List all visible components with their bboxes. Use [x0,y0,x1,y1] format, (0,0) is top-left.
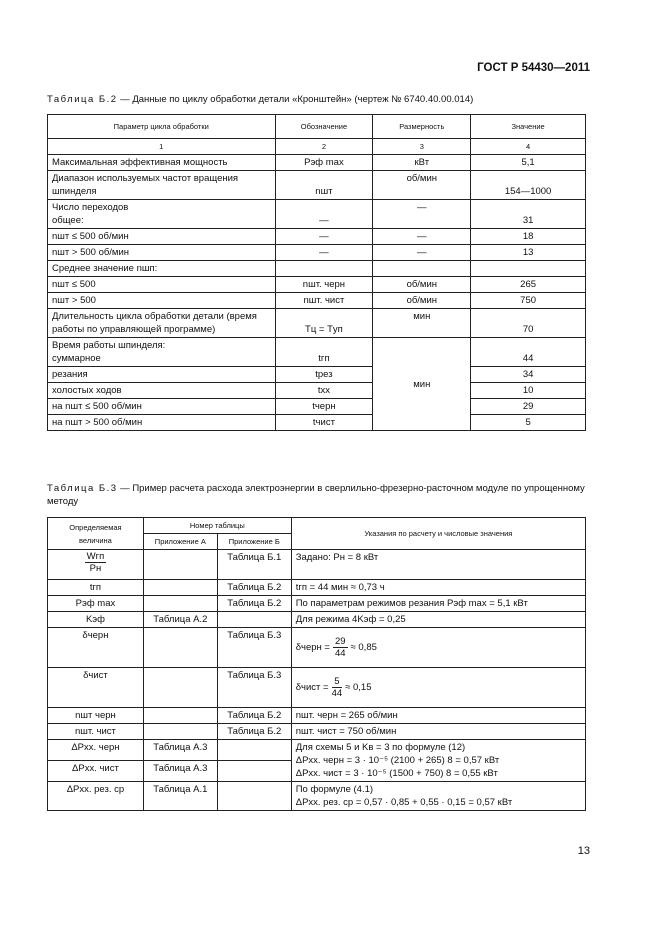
t1-header-symbol: Обозначение [275,115,373,139]
table2-caption [47,482,587,508]
formula-rhs: ≈ 0,85 [350,642,377,654]
param-cell: Максимальная эффективная мощность [48,155,276,171]
param-cell: nшт > 500 об/мин [48,245,276,261]
formula-rhs: ≈ 0,15 [345,682,372,694]
value-cell: 29 [471,399,586,415]
document-header: ГОСТ Р 54430—2011 [477,62,590,74]
appendix-a-cell [143,628,217,668]
table-row [48,782,586,811]
table-row [48,628,586,668]
param-cell: Диапазон используемых частот вращения шпинделя [48,171,276,200]
symbol-cell [275,261,373,277]
value-cell [471,261,586,277]
value-cell: 70 [471,309,586,338]
table-b3 [47,517,586,811]
appendix-b-cell [217,740,291,761]
param-cell: Число переходов общее: [48,200,276,229]
quantity-cell [48,550,144,580]
appendix-a-cell: Таблица А.3 [143,761,217,782]
appendix-a-cell [143,724,217,740]
appendix-b-cell [217,612,291,628]
symbol-cell: tчерн [275,399,373,415]
table-row [48,612,586,628]
notes-cell: По параметрам режимов резания Pэф max = 5,1 кВт [291,596,585,612]
notes-cell [291,628,585,668]
table1-caption-text: — Данные по циклу обработки детали «Кронштейн» (чертеж № 6740.40.00.014) [117,94,474,105]
quantity-cell: nшт. чист [48,724,144,740]
table-row [48,399,586,415]
value-cell: 31 [471,200,586,229]
value-cell: 10 [471,383,586,399]
notes-cell [291,668,585,708]
formula-lhs: δчист = [295,682,329,694]
table-row [48,245,586,261]
page-number: 13 [577,845,590,857]
appendix-a-cell [143,668,217,708]
quantity-cell: Kэф [48,612,144,628]
unit-cell: кВт [373,155,471,171]
table-row [48,668,586,708]
symbol-cell: tхх [275,383,373,399]
appendix-b-cell [217,782,291,811]
table1-caption-prefix: Таблица Б.2 [47,94,118,105]
table-row [48,740,586,761]
param-cell: nшт ≤ 500 [48,277,276,293]
appendix-b-cell: Таблица Б.2 [217,724,291,740]
table1-caption [47,93,587,106]
symbol-cell: nшт [275,171,373,200]
table2-caption-prefix: Таблица Б.3 [47,483,118,494]
appendix-a-cell [143,550,217,580]
appendix-b-cell: Таблица Б.1 [217,550,291,580]
table-row [48,155,586,171]
fraction-numerator: 5 [334,676,340,687]
quantity-cell: ΔPхх. рез. ср [48,782,144,811]
table-b2 [47,114,586,431]
t1-header-unit: Размерность [373,115,471,139]
t1-colnum: 1 [48,139,276,155]
unit-cell: об/мин [373,293,471,309]
notes-cell: nшт. чист = 750 об/мин [291,724,585,740]
param-cell: на nшт > 500 об/мин [48,415,276,431]
quantity-cell: δчерн [48,628,144,668]
value-cell: 44 [471,338,586,367]
appendix-b-cell: Таблица Б.3 [217,628,291,668]
appendix-a-cell: Таблица А.3 [143,740,217,761]
t2-header-quantity: Определяемая величина [48,518,144,550]
table-row [48,550,586,580]
t2-header-app-a: Приложение А [143,534,217,550]
notes-cell: tгп = 44 мин ≈ 0,73 ч [291,580,585,596]
unit-cell: — [373,200,471,229]
appendix-a-cell [143,580,217,596]
fraction [332,676,343,699]
appendix-a-cell [143,708,217,724]
table-row [48,708,586,724]
notes-cell: Для схемы 5 и Kв = 3 по формуле (12) ΔPхх. черн = 3 · 10⁻⁵ (2100 + 265) 8 = 0,57 кВт ΔPхх. чист = 3 · 10⁻⁵ (1500 + 750) 8 = 0,55 кВт [291,740,585,782]
appendix-a-cell: Таблица А.1 [143,782,217,811]
table-row [48,415,586,431]
param-cell: nшт ≤ 500 об/мин [48,229,276,245]
table-row [48,367,586,383]
appendix-b-cell: Таблица Б.3 [217,668,291,708]
fraction-denominator: Pн [89,563,102,574]
table2-caption-text: — Пример расчета расхода электроэнергии в сверлильно-фрезерно-расточном модуле по упрощенному методу [47,483,585,507]
table-row [48,229,586,245]
t2-header-app-b: Приложение Б [217,534,291,550]
value-cell: 5,1 [471,155,586,171]
quantity-cell: δчист [48,668,144,708]
param-cell: резания [48,367,276,383]
quantity-cell: nшт черн [48,708,144,724]
fraction-denominator: 44 [334,648,346,659]
param-cell: Время работы шпинделя: суммарное [48,338,276,367]
param-cell: nшт > 500 [48,293,276,309]
fraction-denominator: 44 [331,688,343,699]
table-row [48,338,586,367]
table-row [48,596,586,612]
param-cell: Среднее значение nшп: [48,261,276,277]
quantity-cell: ΔPхх. чист [48,761,144,782]
unit-cell: мин [373,309,471,338]
unit-cell: об/мин [373,171,471,200]
table-row [48,580,586,596]
quantity-cell: Pэф max [48,596,144,612]
appendix-a-cell: Таблица А.2 [143,612,217,628]
t1-colnum: 3 [373,139,471,155]
unit-cell: — [373,245,471,261]
table-row [48,200,586,229]
symbol-cell: nшт. черн [275,277,373,293]
fraction [333,636,348,659]
symbol-cell: tрез [275,367,373,383]
symbol-cell: nшт. чист [275,293,373,309]
value-cell: 154—1000 [471,171,586,200]
formula-lhs: δчерн = [295,642,330,654]
symbol-cell: — [275,200,373,229]
unit-cell: об/мин [373,277,471,293]
t1-colnum: 4 [471,139,586,155]
table-row [48,261,586,277]
value-cell: 750 [471,293,586,309]
value-cell: 34 [471,367,586,383]
appendix-b-cell [217,761,291,782]
symbol-cell: tчист [275,415,373,431]
notes-cell: nшт. черн = 265 об/мин [291,708,585,724]
t1-colnum: 2 [275,139,373,155]
param-cell: Длительность цикла обработки детали (время работы по управляющей программе) [48,309,276,338]
appendix-b-cell: Таблица Б.2 [217,596,291,612]
table-row [48,171,586,200]
param-cell: холостых ходов [48,383,276,399]
unit-cell: — [373,229,471,245]
unit-cell [373,261,471,277]
param-cell: на nшт ≤ 500 об/мин [48,399,276,415]
value-cell: 5 [471,415,586,431]
table-row [48,293,586,309]
symbol-cell: Pэф max [275,155,373,171]
quantity-cell: tгп [48,580,144,596]
t2-header-table-no: Номер таблицы [143,518,291,534]
value-cell: 265 [471,277,586,293]
quantity-cell: ΔPхх. черн [48,740,144,761]
table-row [48,277,586,293]
table-row [48,383,586,399]
fraction [85,551,107,574]
t1-header-value: Значение [471,115,586,139]
t2-header-notes: Указания по расчету и числовые значения [291,518,585,550]
fraction-numerator: 29 [334,636,346,647]
t1-header-param: Параметр цикла обработки [48,115,276,139]
appendix-b-cell: Таблица Б.2 [217,708,291,724]
symbol-cell: Tц = Tуп [275,309,373,338]
value-cell: 18 [471,229,586,245]
symbol-cell: — [275,229,373,245]
notes-cell: Для режима 4Kэф = 0,25 [291,612,585,628]
symbol-cell: tгп [275,338,373,367]
value-cell: 13 [471,245,586,261]
appendix-b-cell: Таблица Б.2 [217,580,291,596]
table-row [48,309,586,338]
appendix-a-cell [143,596,217,612]
notes-cell: Задано: Pн = 8 кВт [291,550,585,580]
symbol-cell: — [275,245,373,261]
fraction-numerator: Wгп [86,551,105,562]
notes-cell: По формуле (4.1) ΔPхх. рез. ср = 0,57 · 0,85 + 0,55 · 0,15 = 0,57 кВт [291,782,585,811]
unit-cell: мин [373,338,471,431]
table-row [48,724,586,740]
